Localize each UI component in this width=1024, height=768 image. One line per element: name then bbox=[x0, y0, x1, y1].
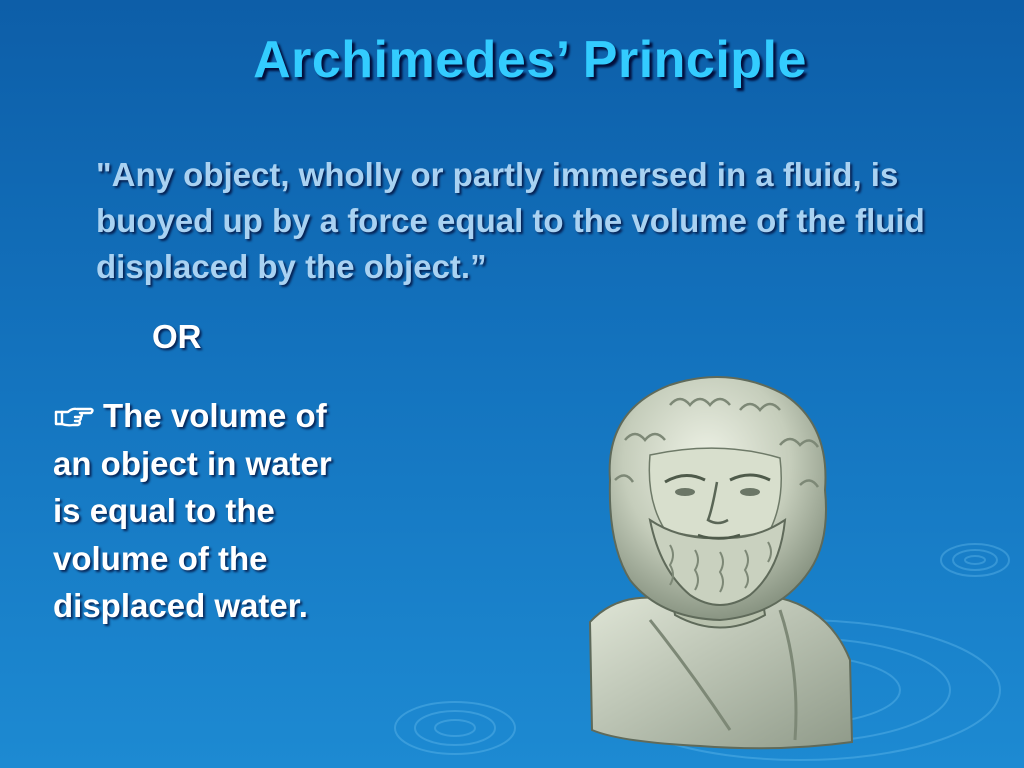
archimedes-bust-image bbox=[580, 370, 860, 750]
bullet-text: The volume of an object in water is equal to the volume of the displaced water. bbox=[53, 397, 332, 624]
principle-quote: "Any object, wholly or partly immersed in a fluid, is buoyed up by a force equal to the volume of the fluid displaced by the object.” bbox=[96, 156, 925, 285]
slide-title: Archimedes’ Principle bbox=[253, 31, 807, 89]
bullet-item bbox=[53, 392, 335, 630]
or-label: OR bbox=[152, 318, 202, 355]
pointing-hand-icon bbox=[53, 403, 95, 429]
